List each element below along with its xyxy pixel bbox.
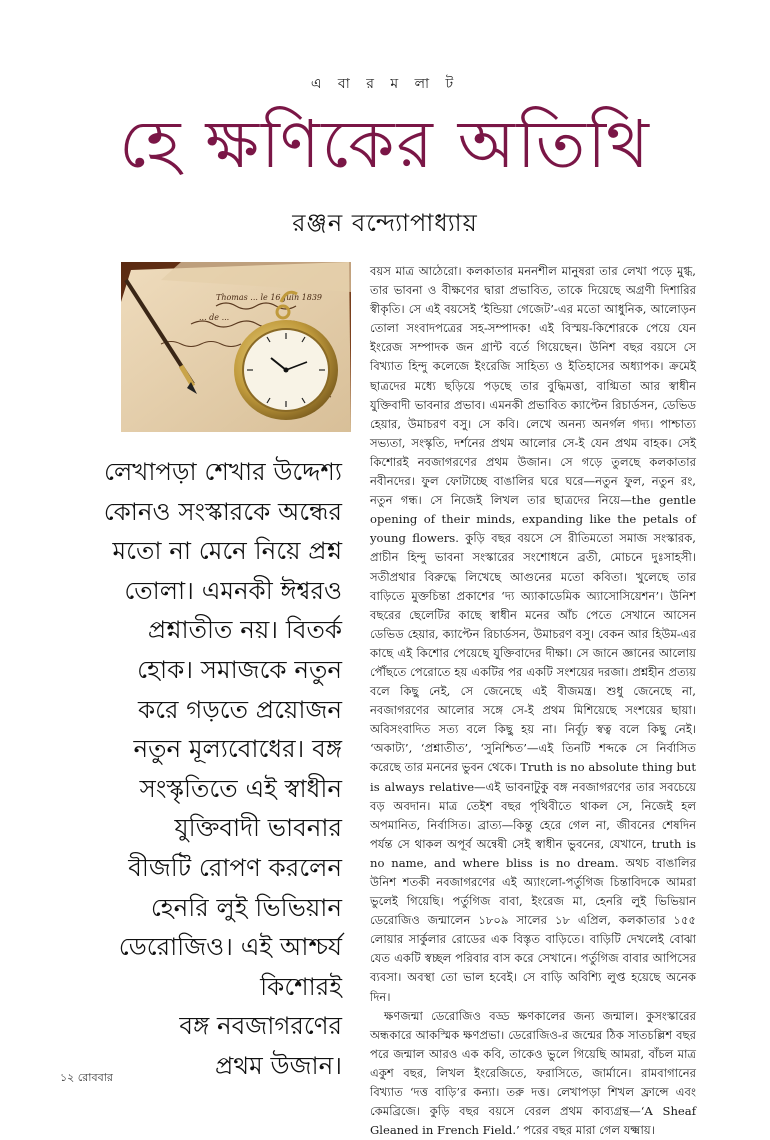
letter-handwriting: Thomas ... le 16 Juin 1839 <box>216 293 323 302</box>
pull-quote-line: বীজটি রোপণ করলেন <box>128 852 342 882</box>
pull-quote-line: লেখাপড়া শেখার উদ্দেশ্য <box>104 457 342 486</box>
body-paragraph: ক্ষণজন্মা ডেরোজিও বড্ড ক্ষণকালের জন্য জন্মাল। কুসংস্কারের অন্ধকারে আকস্মিক ক্ষণপ্রভা। ডেরোজিও-র জন্মের ঠিক সাতচল্লিশ বছর পরে জন্মাল আরও এক কবি, তাকেও ভুলে গিয়েছি আমরা, বাঁচল মাত্র একুশ বছর, লিখল ইংরেজিতে, ফরাসিতে, জার্মানে। রামবাগানের বিখ্যাত ‘দত্ত বাড়ি’র কন্যা। তরু দত্ত। লেখাপড়া শিখল ফ্রান্সে এবং কেমব্রিজে। কুড়ি বছর বয়সে বেরল প্রথম কাব্যগ্রন্থ—‘A Sheaf Gleaned in French Field.’ পরের বছর মারা গেল যক্ষ্মায়। <box>370 1008 696 1138</box>
body-paragraph: বয়স মাত্র আঠেরো। কলকাতার মননশীল মানুষরা তার লেখা পড়ে মুগ্ধ, তার ভাবনা ও বীক্ষণের দ্বারা প্রভাবিত, তাকে দিয়েছে অগ্রণী দিশারির স্বীকৃতি। সে এই বয়সেই ‘ইন্ডিয়া গেজেট’-এর মতো আধুনিক, আলোড়ন তোলা সংবাদপত্রের সহ-সম্পাদক! এই বিস্ময়-কিশোরকে পেয়ে যেন ইংরেজ সম্পাদক জন গ্রান্ট বর্তে গিয়েছেন। উনিশ বছর বয়সে সে বিখ্যাত হিন্দু কলেজে ইংরেজি সাহিত্য ও ইতিহাসের অধ্যাপক। ক্রমেই ছাত্রদের মধ্যে ছড়িয়ে পড়ছে তার বুদ্ধিমত্তা, বাগ্মিতা আর স্বাধীন যুক্তিবাদী ভাবনার প্রভাব। এমনকী প্রভাবিত ক্যাপ্টেন রিচার্ডসন, ডেভিড হেয়ার, উমাচরণ বসু। সে কবি। লেখে অনন্য অনর্গল গদ্য। পাশ্চাত্য সভ্যতা, সংস্কৃতি, দর্শনের প্রথম আলোর সে-ই যেন প্রথম বাহক। সেই কিশোরই নবজাগরণের প্রথম উজান। সে গড়ে তুলছে কলকাতার নবীনদের। ফুল ফোটাচ্ছে বাঙালির ঘরে ঘরে—নতুন ফুল, নতুন রং, নতুন গন্ধ। সে নিজেই লিখল তার ছাত্রদের নিয়ে—the gentle opening of their minds, expanding like the petals of young flowers. কুড়ি বছর বয়সে সে রীতিমতো সমাজ সংস্কারক, প্রাচীন হিন্দু ভাবনা সংস্কারের সংশোধনে ব্রতী, মোচনে দুঃসাহসী। সতীপ্রথার বিরুদ্ধে লিখেছে আগুনের মতো কবিতা। খুলেছে তার বাড়িতে মুক্তচিন্তা প্রকাশের ‘দ্য অ্যাকাডেমিক অ্যাসোসিয়েশন’। উনিশ বছরের ছেলেটির কাছে স্বাধীন মনের আঁচ পেতে সেখানে আসেন ডেভিড হেয়ার, ক্যাপ্টেন রিচার্ডসন, উমাচরণ বসু। বেকন আর হিউম-এর কাছে এই কিশোর পেয়েছে যুক্তিবাদের দীক্ষা। সে জানে জ্ঞানের আলোয় পৌঁছতে পেরোতে হয় একটির পর একটি সংশয়ের দরজা। প্রশ্নহীন প্রত্যয় বলে কিছু নেই, সে জেনেছে এই বীজমন্ত্র। শুধু জেনেছে না, নবজাগরণের আলোর সঙ্গে সে-ই প্রথম মিশিয়েছে সংশয়ের ছায়া। অবিসংবাদিত সত্য বলে কিছু হয় না। নির্বূঢ় স্বত্ব বলে কিছু নেই। ‘অকাট্য’, ‘প্রশ্নাতীত’, ‘সুনিশ্চিত’—এই তিনটি শব্দকে সে নির্বাসিত করেছে তার মননের ভুবন থেকে। Truth is no absolute thing but is always relative—এই ভাবনাটুকু বঙ্গ নবজাগরণের তার সবচেয়ে বড় অবদান। মাত্র তেইশ বছর পৃথিবীতে থাকল সে, নিজেই হল অপমানিত, নির্বাসিত। ব্রাত্য—কিন্তু হেরে গেল না, জীবনের শেষদিন পর্যন্ত সে থাকল অপূর্ব অন্বেষী সেই স্বাধীন ভুবনের, যেখানে, truth is no name, and where bliss is no dream. অথচ বাঙালির উনিশ শতকী নবজাগরণের এই অ্যাংলো-পর্তুগিজ চিন্তাবিদকে আমরা ভুলেই গিয়েছি। পর্তুগিজ বাবা, ইংরেজ মা, হেনরি লুই ভিভিয়ান ডেরোজিও জন্মালেন ১৮০৯ সালের ১৮ এপ্রিল, কলকাতার ১৫৫ লোয়ার সার্কুলার রোডের এক বিস্তৃত বাড়িতে। বাড়িটি দেখলেই বোঝা যেত একটি স্বচ্ছল পরিবার বাস করে সেখানে। পর্তুগিজ বাবার আপিসের ব্যবসা। অবস্থা তো ভাল হবেই। সে বাড়ি অবিশ্যি লুপ্ত হয়েছে অনেক দিন। <box>370 264 696 1004</box>
page-folio: ১২ রোববার <box>60 1071 113 1084</box>
pull-quote-line: নতুন মূল্যবোধের। বঙ্গ <box>133 734 342 764</box>
pull-quote-line: কিশোরই <box>260 971 342 1001</box>
pull-quote-line: যুক্তিবাদী ভাবনার <box>174 813 342 843</box>
pull-quote-line: কোনও সংস্কারকে অন্ধের <box>103 496 342 526</box>
pull-quote-line: মতো না মেনে নিয়ে প্রশ্ন <box>112 536 342 566</box>
article-photo <box>121 262 351 432</box>
pull-quote-line: প্রথম উজান। <box>214 1050 342 1080</box>
pull-quote-line: করে গড়তে প্রয়োজন <box>137 694 342 724</box>
section-kicker: এ বা র ম লা ট <box>310 76 460 92</box>
pull-quote-line: ডেরোজিও। এই আশ্চর্য <box>118 932 342 962</box>
pull-quote-line: সংস্কৃতিতে এই স্বাধীন <box>139 773 342 803</box>
pull-quote-line: তোলা। এমনকী ঈশ্বরও <box>124 575 342 605</box>
pull-quote-line: হোক। সমাজকে নতুন <box>137 654 342 684</box>
letter-handwriting-2: ... de ... <box>199 313 230 322</box>
pull-quote-line: হেনরি লুই ভিভিয়ান <box>150 892 342 922</box>
pull-quote-line: বঙ্গ নবজাগরণের <box>179 1011 342 1041</box>
article-body <box>370 262 696 1140</box>
pull-quote-line: প্রশ্নাতীত নয়। বিতর্ক <box>147 615 342 645</box>
article-byline: রঞ্জন বন্দ্যোপাধ্যায় <box>292 209 478 237</box>
pocket-watch-letter-illustration <box>121 262 351 432</box>
article-headline: হে ক্ষণিকের অতিথি <box>119 106 651 183</box>
pull-quote <box>60 452 342 1086</box>
